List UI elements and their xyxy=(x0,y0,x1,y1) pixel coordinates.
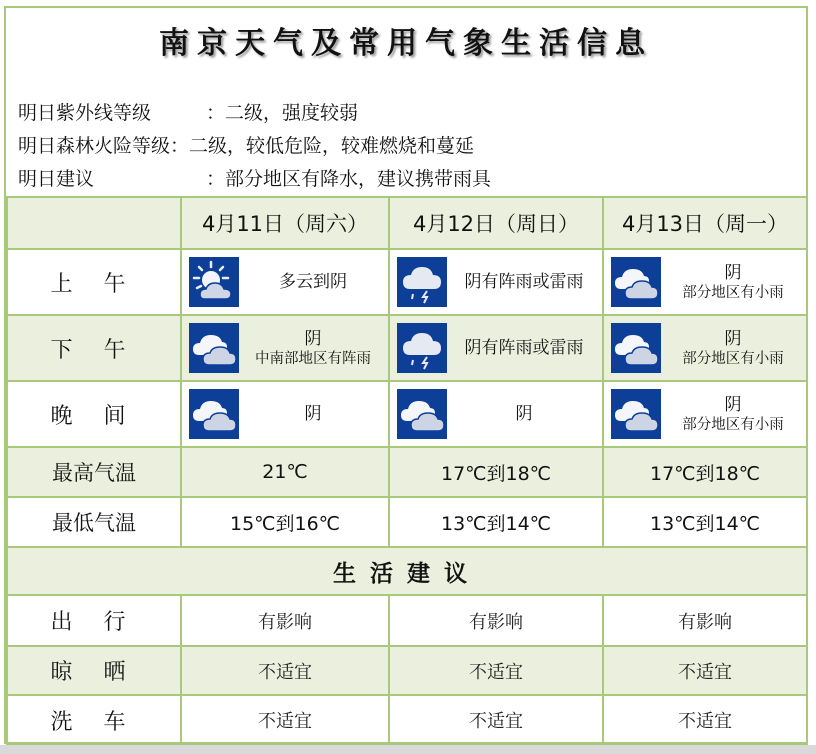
weather-cell xyxy=(603,249,807,315)
low-temp-label: 最低气温 xyxy=(7,497,181,547)
life-row-travel xyxy=(7,595,807,646)
life-value: 有影响 xyxy=(603,595,807,646)
low-temp-row xyxy=(7,497,807,547)
life-section-row xyxy=(7,547,807,595)
thunder-shower-icon xyxy=(397,323,447,373)
period-label: 下 午 xyxy=(7,315,181,381)
high-temp-label: 最高气温 xyxy=(7,447,181,497)
advice-value: 部分地区有降水，建议携带雨具 xyxy=(225,168,492,190)
corner-cell xyxy=(7,197,181,249)
weather-cell xyxy=(389,381,603,447)
life-value: 不适宜 xyxy=(181,695,389,745)
partly-cloudy-icon xyxy=(189,257,239,307)
life-label: 晾 晒 xyxy=(7,646,181,695)
weather-cell xyxy=(181,381,389,447)
uv-value: 二级，强度较弱 xyxy=(225,102,359,124)
life-value: 不适宜 xyxy=(603,646,807,695)
life-section-heading: 生活建议 xyxy=(7,547,807,595)
high-temp-value: 17℃到18℃ xyxy=(389,447,603,497)
weather-main: 阴 xyxy=(515,404,533,424)
weather-main: 阴 xyxy=(304,329,322,349)
overcast-icon xyxy=(611,389,661,439)
fire-risk-line xyxy=(18,131,474,158)
weather-main: 阴有阵雨或雷雨 xyxy=(464,338,584,358)
low-temp-value: 13℃到14℃ xyxy=(389,497,603,547)
bottom-strip xyxy=(0,745,816,754)
period-label: 上 午 xyxy=(7,249,181,315)
advice-line xyxy=(18,164,491,191)
weather-main: 阴有阵雨或雷雨 xyxy=(464,272,584,292)
life-value: 不适宜 xyxy=(389,695,603,745)
weather-cell xyxy=(181,315,389,381)
page-title: 南京天气及常用气象生活信息 xyxy=(159,26,653,61)
date-day-1: 4月11日（周六） xyxy=(181,197,389,249)
life-value: 有影响 xyxy=(389,595,603,646)
overcast-icon xyxy=(611,257,661,307)
weather-sub: 部分地区有小雨 xyxy=(682,417,784,433)
life-row-drying xyxy=(7,646,807,695)
thunder-shower-icon xyxy=(397,257,447,307)
separator: ： xyxy=(206,168,226,190)
weather-sub: 部分地区有小雨 xyxy=(682,285,784,301)
overcast-icon xyxy=(611,323,661,373)
weather-main: 阴 xyxy=(304,404,322,424)
life-row-carwash xyxy=(7,695,807,745)
weather-sheet xyxy=(4,6,808,744)
separator: ： xyxy=(206,102,226,124)
header xyxy=(6,8,806,196)
morning-row xyxy=(7,249,807,315)
high-temp-value: 17℃到18℃ xyxy=(603,447,807,497)
weather-cell xyxy=(389,315,603,381)
weather-main: 阴 xyxy=(724,395,742,415)
fire-risk-value: 二级，较低危险，较难燃烧和蔓延 xyxy=(189,135,475,157)
life-value: 不适宜 xyxy=(181,646,389,695)
life-value: 不适宜 xyxy=(389,646,603,695)
weather-cell xyxy=(603,315,807,381)
overcast-icon xyxy=(189,323,239,373)
period-label: 晚 间 xyxy=(7,381,181,447)
forecast-table xyxy=(6,196,808,746)
high-temp-row xyxy=(7,447,807,497)
overcast-icon xyxy=(397,389,447,439)
life-value: 有影响 xyxy=(181,595,389,646)
uv-level-line xyxy=(18,98,358,125)
life-value: 不适宜 xyxy=(603,695,807,745)
weather-sub: 部分地区有小雨 xyxy=(682,351,784,367)
weather-cell xyxy=(603,381,807,447)
uv-label: 明日紫外线等级 xyxy=(18,102,152,124)
high-temp-value: 21℃ xyxy=(181,447,389,497)
fire-risk-label: 明日森林火险等级 xyxy=(18,135,171,157)
weather-cell xyxy=(181,249,389,315)
weather-sub: 中南部地区有阵雨 xyxy=(255,351,371,367)
separator: ： xyxy=(170,135,190,157)
date-day-2: 4月12日（周日） xyxy=(389,197,603,249)
low-temp-value: 15℃到16℃ xyxy=(181,497,389,547)
weather-main: 阴 xyxy=(724,329,742,349)
date-day-3: 4月13日（周一） xyxy=(603,197,807,249)
overcast-icon xyxy=(189,389,239,439)
low-temp-value: 13℃到14℃ xyxy=(603,497,807,547)
weather-cell xyxy=(389,249,603,315)
weather-main: 多云到阴 xyxy=(279,272,347,292)
life-label: 洗 车 xyxy=(7,695,181,745)
weather-main: 阴 xyxy=(724,263,742,283)
afternoon-row xyxy=(7,315,807,381)
life-label: 出 行 xyxy=(7,595,181,646)
advice-label: 明日建议 xyxy=(18,168,95,190)
evening-row xyxy=(7,381,807,447)
date-header-row xyxy=(7,197,807,249)
